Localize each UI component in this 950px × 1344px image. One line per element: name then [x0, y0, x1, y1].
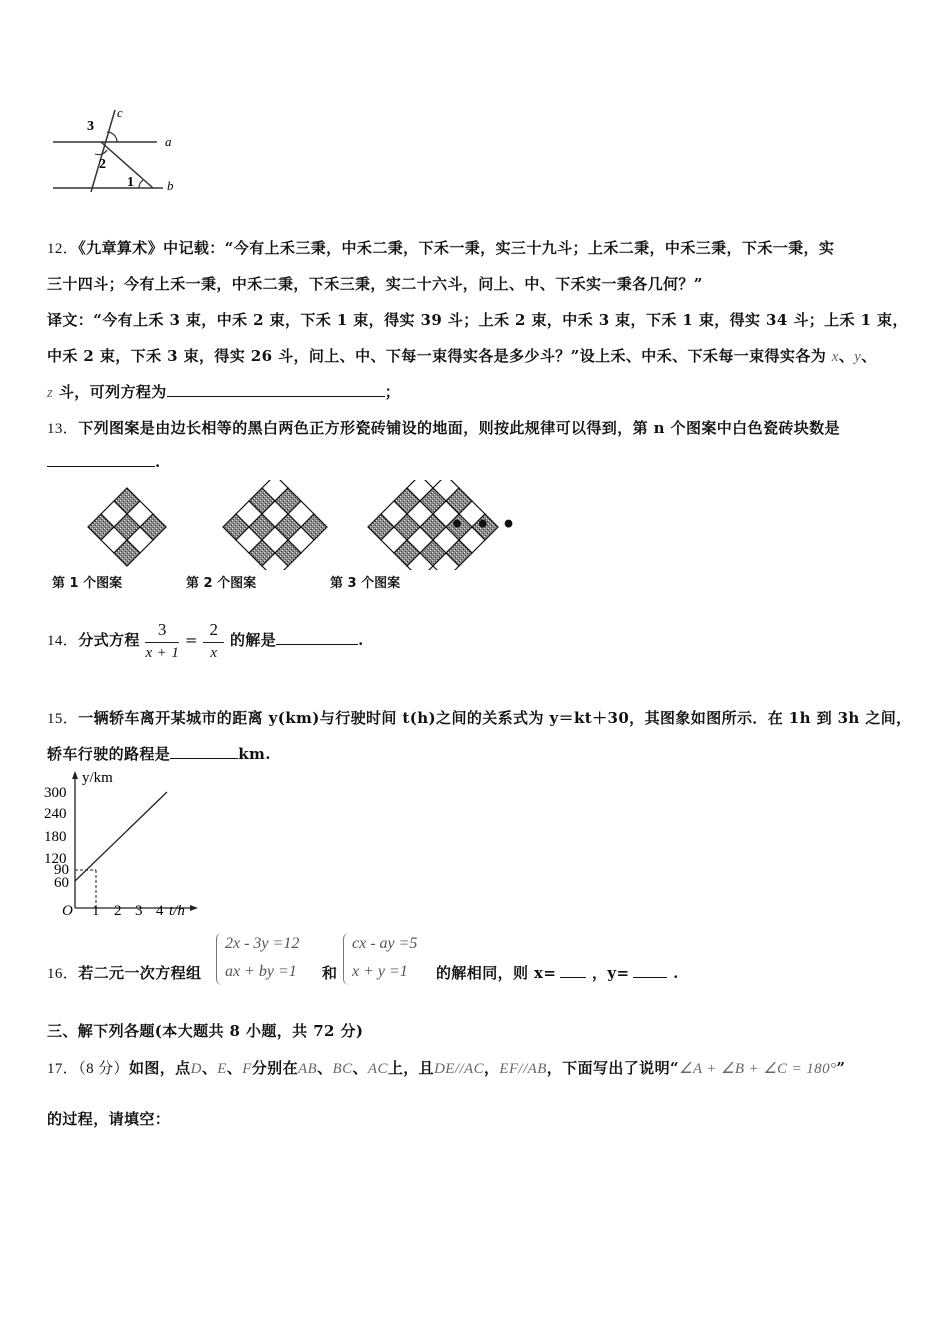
fraction-1-numerator: 3: [145, 620, 179, 643]
q13-line2: [47, 452, 161, 471]
q14-answer-blank[interactable]: [276, 630, 358, 645]
tile-patterns: [40, 480, 500, 570]
q16-text2: ，y=: [591, 964, 630, 982]
point-d: D: [190, 1061, 202, 1077]
point-f: F: [242, 1061, 252, 1077]
sys2-eq2: x + y =1: [352, 963, 408, 980]
fraction-1: [145, 620, 179, 662]
q17-sep2: 、: [226, 1059, 243, 1077]
q15-number: 15．: [47, 711, 79, 727]
section3-title: 三、解下列各题(本大题共 8 小题，共 72 分): [47, 1022, 364, 1040]
angle-2-arc: [95, 150, 107, 155]
x-tick-4: 4: [156, 903, 164, 919]
q17-t2: 分别在: [251, 1059, 298, 1077]
label-3: 3: [87, 119, 94, 134]
q15-suffix: km.: [238, 745, 271, 763]
q17-sep1: 、: [201, 1059, 218, 1077]
fraction-1-denominator: x + 1: [145, 645, 180, 661]
parallel-lines-figure: [45, 100, 185, 200]
ellipsis: • • •: [450, 512, 518, 538]
tile-pattern-1: [88, 488, 166, 566]
q17-t3: 上，且: [387, 1059, 435, 1077]
q15-prefix: 轿车行驶的路程是: [47, 745, 171, 763]
y-tick-60: 60: [54, 875, 69, 891]
angle-1-arc: [139, 180, 143, 188]
q14-end: .: [358, 631, 364, 649]
q14-suffix: 的解是: [229, 631, 277, 649]
segment-bc: BC: [332, 1061, 353, 1077]
y-axis-label: y/km: [82, 770, 113, 786]
label-1: 1: [127, 175, 134, 190]
q16-prefix: 若二元一次方程组: [78, 964, 202, 982]
q13-text: 下列图案是由边长相等的黑白两色正方形瓷砖铺设的地面，则按此规律可以得到，第 n 个图案中白色瓷砖块数是: [78, 419, 840, 437]
q14-number: 14．: [47, 633, 79, 649]
q17-t4: ，下面写出了说明“: [546, 1059, 680, 1077]
label-2: 2: [99, 157, 106, 172]
y-axis-arrow: [72, 771, 78, 779]
segment-ab: AB: [297, 1061, 318, 1077]
x-tick-1: 1: [92, 903, 100, 919]
q16-suffix-line: [436, 962, 679, 983]
q13-answer-blank[interactable]: [47, 452, 155, 467]
y-tick-120: 120: [44, 851, 67, 867]
segment-ac: AC: [367, 1061, 388, 1077]
label-a: a: [165, 134, 172, 149]
x-tick-2: 2: [114, 903, 122, 919]
q17-number: 17．: [47, 1061, 79, 1077]
q12-line5: [47, 381, 400, 402]
caption-pattern-3: 第 3 个图案: [330, 576, 401, 591]
q15-line2: [47, 743, 271, 764]
q17-comma: ，: [483, 1059, 500, 1077]
condition-2: EF//AB: [499, 1061, 547, 1077]
q17-sep4: 、: [352, 1059, 368, 1077]
label-b: b: [167, 178, 174, 193]
q15-line1: [47, 707, 912, 728]
q16-text1: 的解相同，则 x=: [436, 964, 557, 982]
q14-prefix: 分式方程: [78, 631, 140, 649]
q14-line: [47, 620, 364, 662]
fraction-2-denominator: x: [210, 645, 218, 661]
x-tick-3: 3: [135, 903, 143, 919]
y-tick-300: 300: [44, 785, 67, 801]
q12-answer-blank[interactable]: [167, 382, 385, 397]
q17-score: （8 分）: [78, 1061, 129, 1077]
fraction-2: [203, 620, 224, 662]
q13-end: .: [155, 453, 161, 471]
var-x: x: [831, 349, 839, 365]
q13-line1: [47, 417, 840, 438]
equals-sign: =: [184, 631, 198, 649]
tile-pattern-2: [223, 480, 327, 570]
origin-label: O: [62, 903, 73, 919]
q17-sep3: 、: [317, 1059, 333, 1077]
q12-text1: 《九章算术》中记载：“今有上禾三秉，中禾二秉，下禾一秉，实三十九斗；上禾二秉，中禾三秉，下禾一秉，实: [78, 239, 835, 257]
y-tick-240: 240: [44, 806, 67, 822]
sys1-eq2: ax + by =1: [225, 963, 297, 980]
q12-text5: 斗，可列方程为: [58, 383, 167, 401]
q16-end: .: [673, 964, 679, 982]
sep-1: 、: [838, 347, 855, 365]
caption-pattern-1: 第 1 个图案: [52, 576, 123, 591]
q16-number: 16．: [47, 966, 79, 982]
q17-t1: 如图，点: [128, 1059, 191, 1077]
sep-2: 、: [861, 347, 877, 365]
q12-end: ；: [384, 383, 401, 401]
caption-pattern-2: 第 2 个图案: [186, 576, 257, 591]
q12-line3: 译文：“今有上禾 3 束，中禾 2 束，下禾 1 束，得实 39 斗；上禾 2 束，中禾 3 束，下禾 1 束，得实 34 斗；上禾 1 束，: [47, 311, 908, 329]
brace-2: [343, 933, 350, 985]
q16-prefix-line: [47, 962, 201, 983]
q15-answer-blank[interactable]: [170, 744, 238, 759]
q12-line2: 三十四斗；今有上禾一秉，中禾二秉，下禾三秉，实二十六斗，问上、中、下禾实一秉各几何？”: [47, 275, 703, 293]
var-z: z: [47, 385, 54, 401]
brace-1: [216, 933, 223, 985]
y-tick-180: 180: [44, 829, 67, 845]
graph-line: [75, 792, 167, 881]
distance-time-graph: [40, 768, 200, 923]
q17-t5: ”: [836, 1059, 846, 1077]
y-tick-90: 90: [54, 862, 69, 878]
fraction-2-numerator: 2: [203, 620, 224, 643]
q16-y-blank[interactable]: [633, 963, 667, 978]
q12-text4: 中禾 2 束，下禾 3 束，得实 26 斗，问上、中、下每一束得实各是多少斗？”设上禾、中禾、下禾每一束得实各为: [47, 347, 827, 365]
sys1-eq1: 2x - 3y =12: [225, 935, 300, 952]
q16-middle: 和: [322, 964, 338, 982]
q12-number: 12．: [47, 241, 79, 257]
sys2-eq1: cx - ay =5: [352, 935, 418, 952]
q17-line2: 的过程，请填空：: [47, 1110, 171, 1128]
angle-sum-claim: ∠A + ∠B + ∠C = 180°: [679, 1061, 837, 1077]
var-y: y: [854, 349, 862, 365]
q12-line1: [47, 237, 834, 258]
condition-1: DE//AC: [434, 1061, 484, 1077]
q16-x-blank[interactable]: [560, 963, 586, 978]
x-axis-label: t/h: [169, 903, 185, 919]
x-axis-arrow: [190, 905, 198, 911]
q12-line4: [47, 345, 877, 366]
label-c: c: [117, 105, 123, 120]
point-e: E: [217, 1061, 227, 1077]
q17-line1: [47, 1057, 845, 1078]
q13-number: 13．: [47, 421, 79, 437]
q15-text: 一辆轿车离开某城市的距离 y(km)与行驶时间 t(h)之间的关系式为 y＝kt＋30，其图象如图所示．在 1h 到 3h 之间，: [78, 709, 912, 727]
